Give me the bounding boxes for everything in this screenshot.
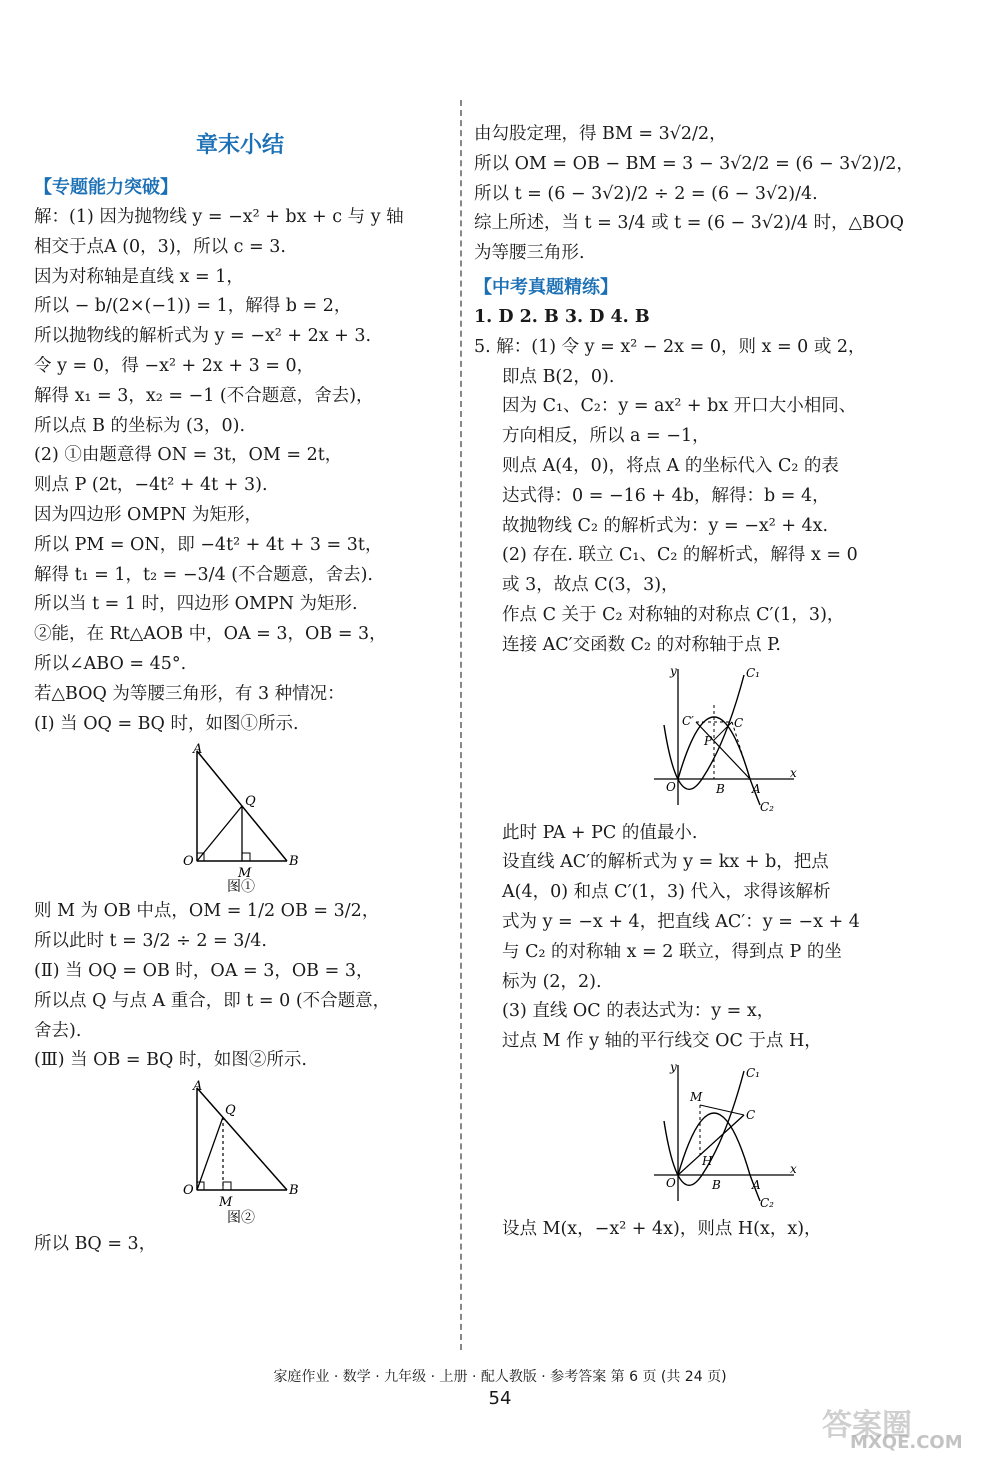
fig3-label-a: A: [752, 781, 761, 796]
text-line: 因为对称轴是直线 x = 1，: [34, 266, 244, 287]
text-line: 设直线 AC′的解析式为 y = kx + b，把点: [502, 852, 829, 873]
text-line: 为等腰三角形.: [474, 243, 585, 264]
figure-4: [644, 1061, 804, 1211]
text-line: 综上所述，当 t = 3/4 或 t = (6 − 3√2)/4 时，△BOQ: [474, 213, 904, 234]
text-line: 则 M 为 OB 中点，OM = 1/2 OB = 3/2，: [34, 901, 380, 922]
text-line: 与 C₂ 的对称轴 x = 2 联立，得到点 P 的坐: [502, 941, 842, 962]
text-line: 因为 C₁、C₂：y = ax² + bx 开口大小相同、: [502, 396, 857, 417]
text-line: 所以 − b/(2×(−1)) = 1，解得 b = 2，: [34, 296, 352, 317]
text-line: 所以 PM = ON，即 −4t² + 4t + 3 = 3t，: [34, 534, 383, 555]
text-line: 故抛物线 C₂ 的解析式为：y = −x² + 4x.: [502, 515, 829, 536]
left-column: [34, 100, 446, 1260]
text-line: 所以抛物线的解析式为 y = −x² + 2x + 3.: [34, 326, 372, 347]
text-line: 舍去).: [34, 1020, 82, 1041]
fig4-label-b: B: [712, 1177, 721, 1192]
text-line: 若△BOQ 为等腰三角形，有 3 种情况：: [34, 683, 345, 704]
page-footer: 家庭作业 · 数学 · 九年级 · 上册 · 配人教版 · 参考答案 第 6 页 (共 24 页): [273, 1369, 727, 1385]
column-divider: [460, 100, 462, 1350]
text-line: 所以 t = (6 − 3√2)/2 ÷ 2 = (6 − 3√2)/4.: [474, 183, 818, 204]
text-line: 设点 M(x，−x² + 4x)，则点 H(x，x)，: [502, 1218, 822, 1239]
text-line: 即点 B(2，0).: [502, 366, 615, 387]
fig2-label-a: A: [193, 1080, 203, 1095]
fig4-label-a: A: [752, 1177, 761, 1192]
text-line: 达式得：0 = −16 + 4b，解得：b = 4，: [502, 485, 830, 506]
text-line: 解得 t₁ = 1，t₂ = −3/4 (不合题意，舍去).: [34, 564, 373, 585]
text-line: 所以点 Q 与点 A 重合，即 t = 0 (不合题意，: [34, 990, 391, 1011]
fig1-label-q: Q: [245, 794, 256, 810]
text-line: 所以此时 t = 3/2 ÷ 2 = 3/4.: [34, 931, 267, 952]
right-column: [474, 100, 974, 1245]
watermark-logo: 答案圈: [822, 1408, 912, 1443]
fig1-label-a: A: [193, 743, 203, 758]
fig2-label-m: M: [219, 1195, 233, 1211]
page-number: 54: [488, 1388, 512, 1409]
text-line: 相交于点A (0，3)，所以 c = 3.: [34, 236, 286, 257]
fig4-label-m: M: [690, 1089, 703, 1104]
text-line: 作点 C 关于 C₂ 对称轴的对称点 C′(1，3)，: [502, 604, 845, 625]
text-line: (2) ①由题意得 ON = 3t，OM = 2t，: [34, 445, 343, 466]
figure-2: [175, 1080, 305, 1226]
figure-3: [644, 665, 804, 815]
text-line: 令 y = 0，得 −x² + 2x + 3 = 0，: [34, 355, 315, 376]
fig1-label-b: B: [289, 854, 299, 870]
fig3-label-c1: C₁: [746, 665, 760, 680]
choice-answers: 1. D 2. B 3. D 4. B: [474, 306, 650, 327]
text-line: 所以当 t = 1 时，四边形 OMPN 为矩形.: [34, 594, 358, 615]
text-line: 则点 P (2t，−4t² + 4t + 3).: [34, 475, 268, 496]
page-title: 章末小结: [195, 133, 284, 158]
figure-1: [175, 743, 305, 893]
right-text-block-a: [474, 120, 974, 269]
text-line: 此时 PA + PC 的值最小.: [502, 822, 698, 843]
fig4-label-y: y: [670, 1060, 677, 1074]
text-line: 所以∠ABO = 45°.: [34, 653, 187, 674]
text-line: 所以 BQ = 3，: [34, 1234, 157, 1255]
fig3-label-y: y: [670, 664, 677, 678]
right-text-block-c: [474, 819, 974, 1057]
text-line: (Ⅱ) 当 OQ = OB 时，OA = 3，OB = 3，: [34, 960, 374, 981]
fig1-label-o: O: [183, 854, 194, 870]
right-text-block-b: [474, 333, 974, 661]
fig2-caption: 图②: [227, 1210, 255, 1227]
text-line: 方向相反，所以 a = −1，: [502, 426, 710, 447]
fig4-label-c: C: [746, 1107, 756, 1122]
text-line: (2) 存在. 联立 C₁、C₂ 的解析式，解得 x = 0: [502, 545, 858, 566]
left-text-block-b: [34, 897, 446, 1076]
fig1-label-m: M: [238, 866, 252, 882]
fig4-label-o: O: [666, 1175, 676, 1190]
fig3-label-c2: C₂: [760, 799, 774, 814]
fig4-label-h: H: [702, 1153, 713, 1168]
text-line: 连接 AC′交函数 C₂ 的对称轴于点 P.: [502, 634, 781, 655]
text-line: ②能，在 Rt△AOB 中，OA = 3，OB = 3，: [34, 624, 387, 645]
text-line: 解得 x₁ = 3，x₂ = −1 (不合题意，舍去)，: [34, 385, 374, 406]
left-text-block-a: [34, 203, 446, 739]
fig2-label-o: O: [183, 1183, 194, 1199]
text-line: 式为 y = −x + 4，把直线 AC′：y = −x + 4: [502, 911, 860, 932]
text-line: 标为 (2，2).: [502, 971, 602, 992]
text-line: 所以 OM = OB − BM = 3 − 3√2/2 = (6 − 3√2)/2，: [474, 153, 914, 174]
text-line: 由勾股定理，得 BM = 3√2/2，: [474, 124, 727, 144]
left-text-block-c: [34, 1230, 446, 1260]
section-heading-exam: 【中考真题精练】: [474, 276, 618, 298]
right-text-block-d: [474, 1215, 974, 1245]
fig3-label-cprime: C′: [682, 713, 694, 728]
fig1-caption: 图①: [227, 879, 255, 894]
text-line: 或 3，故点 C(3，3)，: [502, 575, 679, 596]
fig4-label-x: x: [790, 1161, 797, 1176]
fig3-label-b: B: [716, 781, 725, 796]
fig2-label-q: Q: [225, 1103, 236, 1119]
fig3-label-x: x: [790, 765, 797, 780]
text-line: (Ⅲ) 当 OB = BQ 时，如图②所示.: [34, 1050, 307, 1071]
text-line: 则点 A(4，0)，将点 A 的坐标代入 C₂ 的表: [502, 455, 839, 476]
fig4-label-c1: C₁: [746, 1065, 760, 1080]
text-line: 过点 M 作 y 轴的平行线交 OC 于点 H，: [502, 1031, 822, 1052]
fig3-label-o: O: [666, 779, 676, 794]
text-line: (Ⅰ) 当 OQ = BQ 时，如图①所示.: [34, 713, 299, 734]
fig2-label-b: B: [289, 1183, 299, 1199]
fig4-label-c2: C₂: [760, 1195, 774, 1210]
text-line: 因为四边形 OMPN 为矩形，: [34, 504, 262, 525]
text-line: 所以点 B 的坐标为 (3，0).: [34, 415, 246, 436]
fig3-label-p: P: [704, 733, 713, 748]
text-line: (3) 直线 OC 的表达式为：y = x，: [502, 1001, 775, 1022]
text-line: 5. 解：(1) 令 y = x² − 2x = 0，则 x = 0 或 2，: [474, 336, 866, 357]
text-line: A(4，0) 和点 C′(1，3) 代入，求得该解析: [502, 882, 831, 903]
fig3-label-c: C: [734, 715, 744, 730]
text-line: 解：(1) 因为抛物线 y = −x² + bx + c 与 y 轴: [34, 207, 404, 227]
section-heading-ability: 【专题能力突破】: [34, 177, 178, 198]
watermark-url: MXQE.COM: [850, 1432, 963, 1453]
